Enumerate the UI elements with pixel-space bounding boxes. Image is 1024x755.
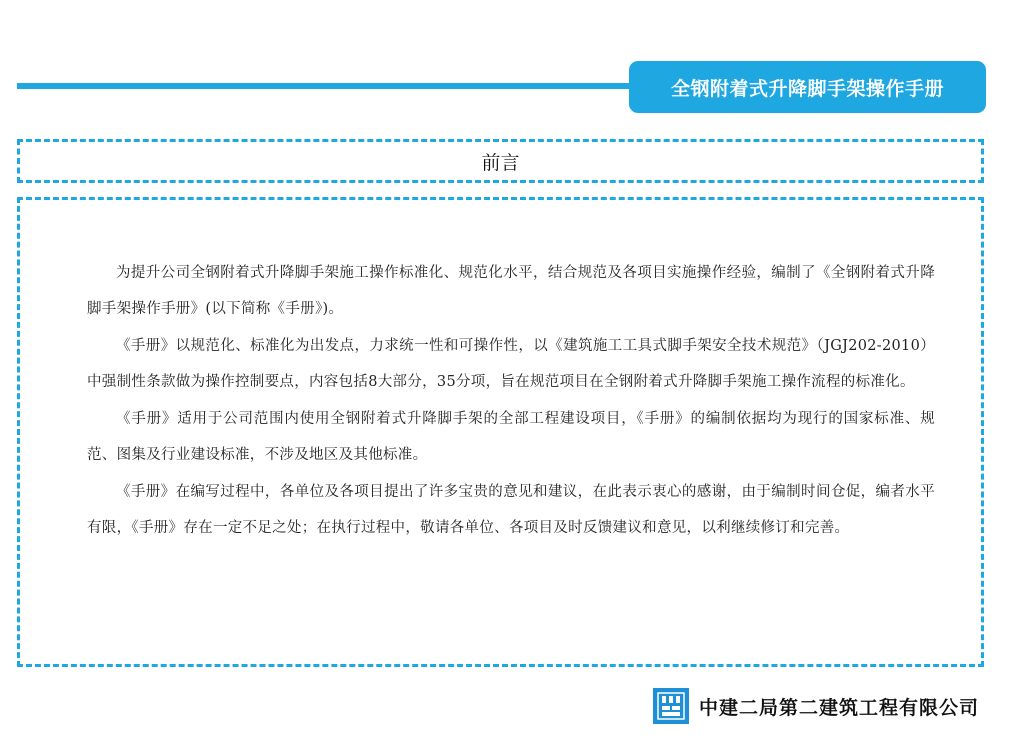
section-heading-box xyxy=(17,139,984,183)
cscec-logo-icon xyxy=(653,688,689,724)
document-title: 全钢附着式升降脚手架操作手册 xyxy=(670,77,944,100)
section-heading: 前言 xyxy=(481,151,520,174)
paragraph: 《手册》在编写过程中，各单位及各项目提出了许多宝贵的意见和建议，在此表示衷心的感谢，由于编制时间仓促，编者水平有限，《手册》存在一定不足之处；在执行过程中，敬请各单位、各项目及时反馈建议和意见，以利继续修订和完善。 xyxy=(87,484,935,536)
paragraph: 《手册》以规范化、标准化为出发点，力求统一性和可操作性，以《建筑施工工具式脚手架安全技术规范》（JGJ202-2010）中强制性条款做为操作控制要点，内容包括8大部分，35分项，旨在规范项目在全钢附着式升降脚手架施工操作流程的标准化。 xyxy=(87,338,935,390)
preface-text xyxy=(87,256,935,546)
document-title-tab xyxy=(629,61,986,113)
preface-body-box xyxy=(17,197,984,667)
header-rule xyxy=(17,83,657,89)
footer xyxy=(653,688,979,724)
company-name: 中建二局第二建筑工程有限公司 xyxy=(699,696,980,719)
paragraph: 为提升公司全钢附着式升降脚手架施工操作标准化、规范化水平，结合规范及各项目实施操作经验，编制了《全钢附着式升降脚手架操作手册》(以下简称《手册》)。 xyxy=(87,265,935,317)
paragraph: 《手册》适用于公司范围内使用全钢附着式升降脚手架的全部工程建设项目，《手册》的编制依据均为现行的国家标准、规范、图集及行业建设标准，不涉及地区及其他标准。 xyxy=(87,411,935,463)
